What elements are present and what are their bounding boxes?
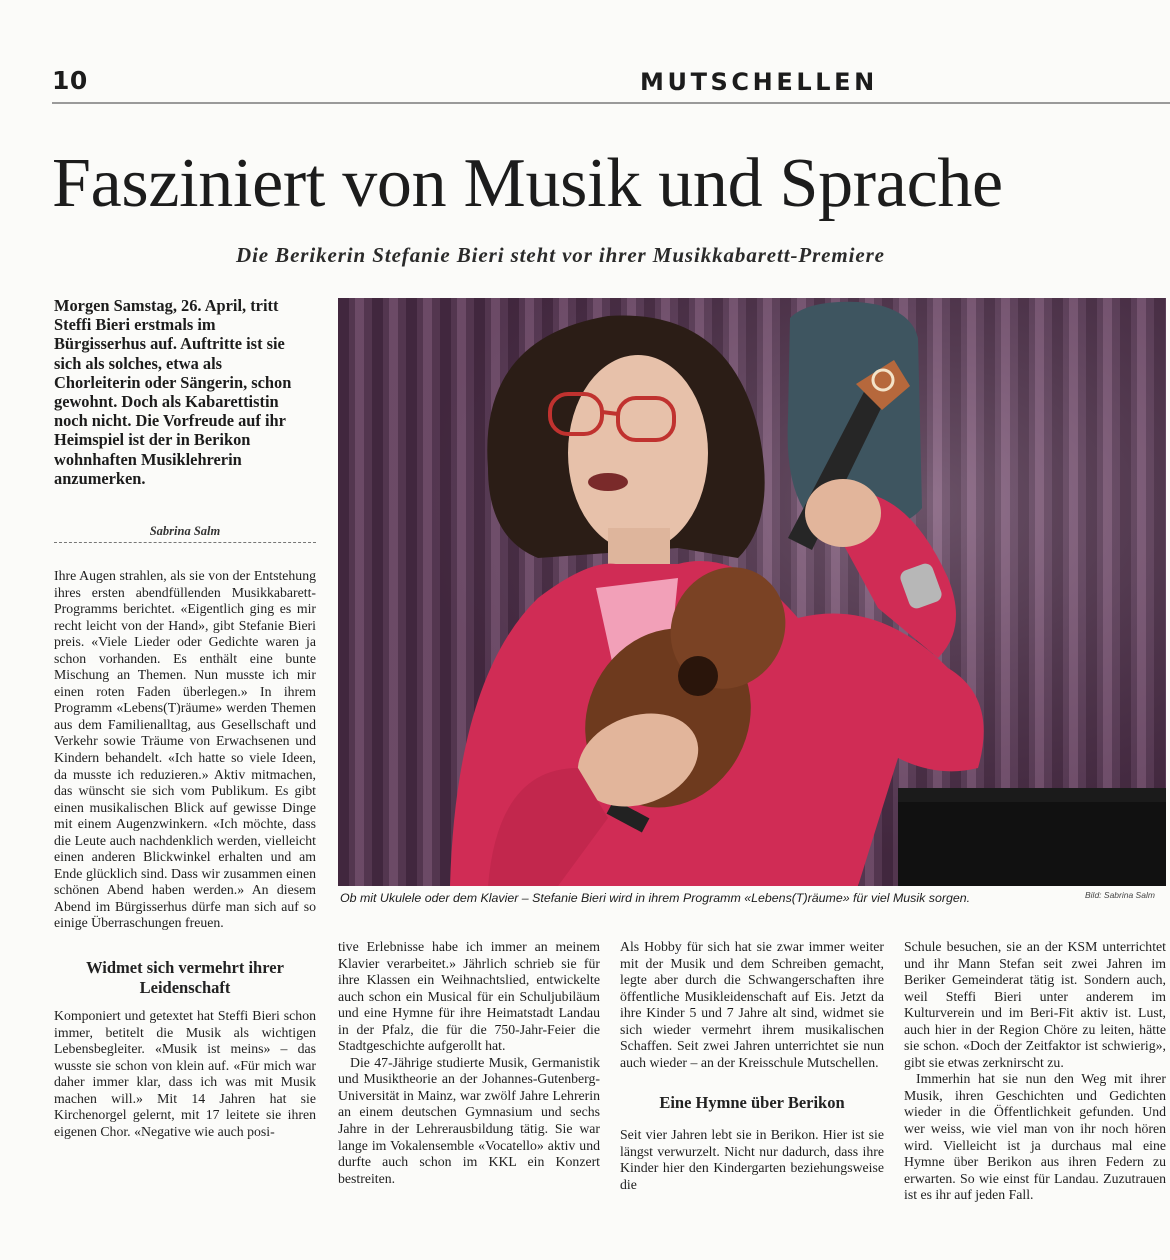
- photo-caption: Ob mit Ukulele oder dem Klavier – Stefanie Bieri wird in ihrem Programm «Lebens(T)räume» für viel Musik sorgen.: [340, 891, 971, 905]
- column-2: [338, 939, 600, 1187]
- byline-divider: [54, 542, 316, 543]
- body-paragraph: Seit vier Jahren lebt sie in Berikon. Hier ist sie längst verwurzelt. Nicht nur dadurch, dass ihre Kinder hier den Kindergarten beziehungsweise die: [620, 1127, 884, 1193]
- article-photo: [338, 298, 1166, 886]
- body-paragraph: Die 47-Jährige studierte Musik, Germanistik und Musiktheorie an der Johannes-Gutenberg-Universität in Mainz, war zwölf Jahre Lehrerin an einem deutschen Gymnasium und sechs Jahre in der Lehrerausbildung tätig. Sie war lange im Vokalensemble «Vocatello» aktiv und durfte auch schon im KKL ein Konzert bestreiten.: [338, 1054, 600, 1186]
- body-paragraph: Als Hobby für sich hat sie zwar immer weiter mit der Musik und dem Schreiben gemacht, legte aber durch die Schwangerschaften ihre öffentliche Musikleidenschaft auf Eis. Jetzt da ihre Kinder 5 und 7 Jahre alt sind, widmet sie sich wieder vermehrt ihrem musikalischen Schaffen. Seit zwei Jahren unterrichtet sie nun auch wieder – an der Kreisschule Mutschellen.: [620, 939, 884, 1070]
- body-paragraph: Schule besuchen, sie an der KSM unterrichtet und ihr Mann Stefan seit zwei Jahren im Beriker Gemeinderat tätig ist. Sondern auch, weil Steffi Bieri unter anderem im Kulturverein und im Beri-Fit aktiv ist. Lust, auch hier in der Region Chöre zu leiten, hätte sie schon. «Doch der Zeitfaktor ist schwierig», gibt sie etwas zerknirscht zu.: [904, 939, 1166, 1070]
- header-rule: [52, 102, 1170, 104]
- body-paragraph: Immerhin hat sie nun den Weg mit ihrer Musik, ihren Geschichten und Gedichten wieder in die Öffentlichkeit gefunden. Und wer weiss, wie viel man von ihr noch hören wird. Vielleicht ist ja durchaus mal eine Hymne über Berikon aus ihren Federn zu erwarten. So wie einst für Landau. Zuzutrauen ist es ihr auf jeden Fall.: [904, 1071, 1166, 1203]
- lead-paragraph: Morgen Samstag, 26. April, tritt Steffi Bieri erstmals im Bürgisserhus auf. Auftritte ist sie sich als solches, etwa als Chorleiterin oder Sängerin, schon gewohnt. Doch als Kabarettistin noch nicht. Die Vorfreude auf ihr Heimspiel ist der in Berikon wohnhaften Musiklehrerin anzumerken.: [54, 296, 292, 488]
- subheadline: Die Berikerin Stefanie Bieri steht vor ihrer Musikkabarett-Premiere: [236, 243, 885, 267]
- page-number: 10: [52, 66, 88, 95]
- body-paragraph: Ihre Augen strahlen, als sie von der Entstehung ihres ersten abendfüllenden Musikkabarett-Programms berichtet. «Eigentlich ging es mir recht leicht von der Hand», gibt Stefanie Bieri preis. «Viele Lieder oder Gedichte waren ja schon vorhanden. Es enthält eine bunte Mischung an Themen. Nun musste ich mir einen roten Faden überlegen.» In ihrem Programm «Lebens(T)räume» werden Themen aus dem Familienalltag, aus Gesellschaft und Verkehr sowie Träume von Erwachsenen und Kindern behandelt. «Ich hatte so viele Ideen, da musste ich reduzieren.» Aktiv mitmachen, das wünscht sie sich vom Publikum. Es gibt einen musikalischen Blick auf gewisse Dinge mit einem Augenzwinkern. «Ich möchte, dass die Leute auch nachdenklich werden, vielleicht einen anderen Blickwinkel erhalten und am Ende glücklich sind. Dass wir zusammen einen schönen Abend haben werden.» An diesem Abend im Bürgisserhus dürfe man sich auf so einige Überraschungen freuen.: [54, 568, 316, 931]
- section-title: MUTSCHELLEN: [640, 68, 878, 96]
- body-paragraph: Komponiert und getextet hat Steffi Bieri schon immer, betitelt die Musik als wichtigen Lebensbegleiter. «Musik ist meins» – das wusste sie schon von klein auf. «Für mich war daher immer klar, dass ich was mit Musik machen will.» Mit 14 Jahren hat sie Kirchenorgel gelernt, mit 17 leitete sie ihren eigenen Chor. «Negative wie auch posi-: [54, 1008, 316, 1139]
- headline: Fasziniert von Musik und Sprache: [52, 145, 1003, 222]
- subheading: Widmet sich vermehrt ihrer Leidenschaft: [86, 958, 284, 998]
- column-3: [620, 939, 884, 1194]
- column-1: [54, 568, 316, 1140]
- author-byline: Sabrina Salm: [149, 524, 221, 538]
- column-4: [904, 939, 1166, 1204]
- subheading: Eine Hymne über Berikon: [659, 1093, 845, 1113]
- photo-credit: Bild: Sabrina Salm: [1085, 890, 1155, 900]
- body-paragraph: tive Erlebnisse habe ich immer an meinem Klavier verarbeitet.» Jährlich schrieb sie für ihre Klassen ein Weihnachtslied, entwickelte auch schon ein Musical für ein Schuljubiläum und eine Hymne für ihre Heimatstadt Landau in der Pfalz, die für die 750-Jahr-Feier die Stadtgeschichte aufgerollt hat.: [338, 939, 600, 1054]
